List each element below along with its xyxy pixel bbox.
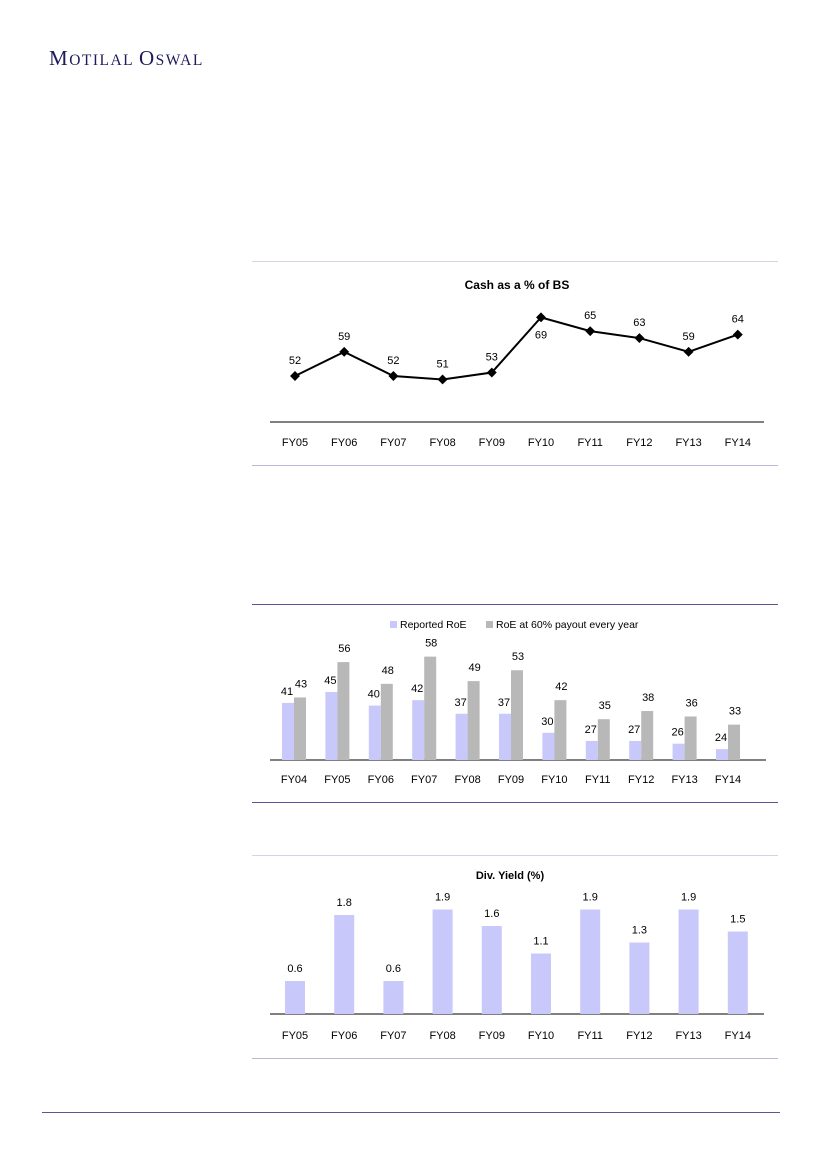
x-tick-label: FY11 xyxy=(577,1030,603,1042)
bar-reported-roe xyxy=(673,744,685,760)
roe-chart xyxy=(252,604,778,804)
data-point xyxy=(634,333,644,343)
x-tick-label: FY10 xyxy=(527,1030,555,1042)
data-label-roe-60: 49 xyxy=(468,662,481,675)
data-label-reported-roe: 26 xyxy=(671,726,684,739)
bar-roe-60-payout xyxy=(424,657,436,760)
x-tick-label: FY13 xyxy=(671,774,698,786)
data-label: 52 xyxy=(288,355,302,367)
data-label-reported-roe: 40 xyxy=(367,688,380,701)
div-yield-svg xyxy=(252,856,778,1058)
data-label-roe-60: 43 xyxy=(294,678,308,691)
bar-roe-60-payout xyxy=(468,681,480,760)
data-point xyxy=(438,375,448,385)
data-label-roe-60: 33 xyxy=(728,705,742,718)
x-tick-label: FY14 xyxy=(724,437,751,449)
bar-div-yield xyxy=(531,954,551,1015)
x-tick-label: FY07 xyxy=(380,437,407,449)
data-label-reported-roe: 37 xyxy=(454,696,467,709)
footer-rule xyxy=(42,1112,780,1113)
x-tick-label: FY08 xyxy=(454,774,481,786)
cash-bs-chart xyxy=(252,261,778,467)
bar-reported-roe xyxy=(369,706,381,760)
x-tick-label: FY14 xyxy=(714,774,742,786)
bar-reported-roe xyxy=(282,703,294,760)
data-label-roe-60: 53 xyxy=(511,651,525,664)
bar-div-yield xyxy=(482,926,502,1014)
data-label-roe-60: 35 xyxy=(598,700,611,713)
chart-title: Div. Yield (%) xyxy=(475,870,545,882)
bar-reported-roe xyxy=(412,700,424,760)
div-yield-chart xyxy=(252,855,778,1060)
bar-div-yield xyxy=(679,910,699,1015)
x-tick-label: FY09 xyxy=(497,774,525,786)
x-tick-label: FY08 xyxy=(429,1030,456,1042)
data-label: 65 xyxy=(584,310,597,323)
x-tick-label: FY06 xyxy=(331,437,358,449)
x-tick-label: FY07 xyxy=(380,1030,407,1042)
x-tick-label: FY13 xyxy=(675,437,702,449)
legend-label-reported-roe: Reported RoE xyxy=(400,619,467,631)
x-tick-label: FY14 xyxy=(724,1030,751,1042)
data-label-reported-roe: 41 xyxy=(280,685,294,698)
data-point xyxy=(585,326,595,336)
bar-div-yield xyxy=(728,932,748,1015)
data-point xyxy=(733,330,743,340)
data-label-reported-roe: 37 xyxy=(497,696,511,709)
bar-reported-roe xyxy=(456,714,468,760)
bar-roe-60-payout xyxy=(685,716,697,760)
data-label: 64 xyxy=(731,313,744,326)
bar-div-yield xyxy=(580,910,600,1015)
bar-reported-roe xyxy=(499,714,511,760)
chart-title: Cash as a % of BS xyxy=(464,278,570,292)
data-label: 53 xyxy=(485,351,498,364)
data-label: 51 xyxy=(436,358,449,371)
bar-roe-60-payout xyxy=(728,725,740,760)
x-tick-label: FY06 xyxy=(331,1030,358,1042)
data-label: 63 xyxy=(633,317,646,330)
x-tick-label: FY09 xyxy=(478,1030,505,1042)
x-tick-label: FY05 xyxy=(324,774,351,786)
bar-roe-60-payout xyxy=(641,711,653,760)
data-label: 1.3 xyxy=(631,924,648,937)
bar-div-yield xyxy=(629,943,649,1015)
x-tick-label: FY11 xyxy=(585,774,611,786)
x-tick-label: FY12 xyxy=(626,1030,653,1042)
bar-div-yield xyxy=(285,981,305,1014)
data-point xyxy=(339,347,349,357)
bar-roe-60-payout xyxy=(337,662,349,760)
data-label-reported-roe: 30 xyxy=(541,715,554,728)
bar-roe-60-payout xyxy=(554,700,566,760)
data-point xyxy=(290,371,300,381)
legend-swatch-reported-roe xyxy=(390,621,397,628)
bar-roe-60-payout xyxy=(381,684,393,760)
data-label-reported-roe: 45 xyxy=(324,675,337,687)
x-tick-label: FY06 xyxy=(367,774,394,786)
chart-bottom-rule xyxy=(252,1058,778,1059)
bar-roe-60-payout xyxy=(294,697,306,760)
legend-label-roe-60: RoE at 60% payout every year xyxy=(496,619,639,631)
data-label: 52 xyxy=(387,355,400,367)
chart-bottom-rule xyxy=(252,802,778,803)
data-label: 0.6 xyxy=(385,963,402,975)
data-label-reported-roe: 24 xyxy=(714,732,728,745)
data-label: 1.8 xyxy=(336,897,352,909)
data-label-reported-roe: 27 xyxy=(584,723,597,736)
data-label: 1.9 xyxy=(582,891,598,904)
data-label-reported-roe: 42 xyxy=(411,683,424,696)
x-tick-label: FY07 xyxy=(411,774,438,786)
bar-reported-roe xyxy=(542,733,554,760)
bar-reported-roe xyxy=(586,741,598,760)
data-label-roe-60: 38 xyxy=(642,692,655,705)
x-tick-label: FY12 xyxy=(626,437,653,449)
data-label: 1.1 xyxy=(533,935,549,948)
x-tick-label: FY05 xyxy=(281,437,309,449)
chart-bottom-rule xyxy=(252,465,778,466)
bar-reported-roe xyxy=(629,741,641,760)
x-tick-label: FY12 xyxy=(628,774,655,786)
data-point xyxy=(388,371,398,381)
bar-reported-roe xyxy=(325,692,337,760)
data-label: 1.9 xyxy=(680,891,697,904)
company-logo: MOTILAL OSWAL xyxy=(49,46,204,70)
x-tick-label: FY10 xyxy=(541,774,568,786)
bar-div-yield xyxy=(383,981,403,1014)
x-tick-label: FY11 xyxy=(577,437,603,449)
data-label: 59 xyxy=(338,330,351,343)
legend-swatch-roe-60 xyxy=(486,621,493,628)
x-tick-label: FY10 xyxy=(527,437,555,449)
data-point xyxy=(684,347,694,357)
bar-div-yield xyxy=(334,915,354,1014)
bar-roe-60-payout xyxy=(511,670,523,760)
bar-div-yield xyxy=(433,910,453,1015)
x-tick-label: FY13 xyxy=(675,1030,702,1042)
bar-reported-roe xyxy=(716,749,728,760)
data-label: 69 xyxy=(534,329,548,342)
cash-bs-svg xyxy=(252,262,778,466)
data-label-roe-60: 56 xyxy=(338,643,351,656)
data-label-roe-60: 42 xyxy=(555,681,568,694)
data-label: 0.6 xyxy=(287,963,303,975)
data-label: 1.9 xyxy=(434,891,451,904)
x-tick-label: FY04 xyxy=(280,774,308,786)
cash-bs-line xyxy=(295,317,738,379)
data-label-roe-60: 48 xyxy=(381,664,394,677)
data-label: 59 xyxy=(682,330,695,343)
x-tick-label: FY05 xyxy=(281,1030,309,1042)
bar-roe-60-payout xyxy=(598,719,610,760)
data-label: 1.6 xyxy=(484,908,500,920)
data-label-roe-60: 36 xyxy=(685,697,698,710)
data-label-roe-60: 58 xyxy=(425,637,438,650)
roe-svg xyxy=(252,605,778,802)
data-label: 1.5 xyxy=(730,913,746,926)
x-tick-label: FY09 xyxy=(478,437,505,449)
x-tick-label: FY08 xyxy=(429,437,456,449)
data-label-reported-roe: 27 xyxy=(628,723,641,736)
